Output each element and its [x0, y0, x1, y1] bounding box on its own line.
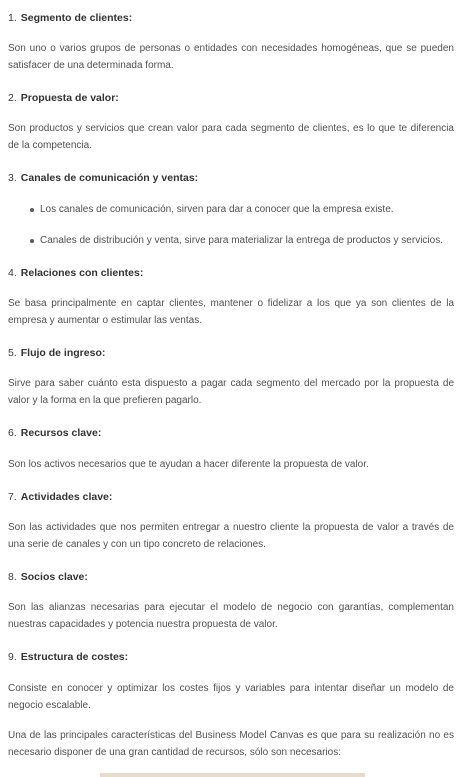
- section-title: Relaciones con clientes:: [20, 267, 144, 279]
- image-edge-divider: [100, 773, 365, 777]
- list-item: Los canales de comunicación, sirven para dar a conocer que la empresa existe.: [8, 203, 454, 217]
- section-heading: 4. Relaciones con clientes:: [8, 267, 144, 279]
- section-heading: 2. Propuesta de valor:: [8, 92, 119, 104]
- section-text: Sirve para saber cuánto esta dispuesto a pagar cada segmento del mercado por la propuesta de valor y la forma en la que prefieren pagarlo.: [8, 378, 454, 406]
- section-text: Son productos y servicios que crean valor para cada segmento de clientes, es lo que te diferencia de la competencia.: [8, 123, 454, 151]
- section-title: Propuesta de valor:: [20, 92, 119, 104]
- section-title: Canales de comunicación y ventas:: [20, 172, 199, 184]
- list-item: Canales de distribución y venta, sirve para materializar la entrega de productos y servicios.: [8, 234, 454, 248]
- section-title: Recursos clave:: [20, 427, 102, 439]
- section-text: Se basa principalmente en captar clientes, mantener o fidelizar a los que ya son clientes de la empresa y aumentar o estimular las ventas.: [8, 298, 454, 326]
- section-title: Socios clave:: [20, 571, 88, 583]
- section-title: Flujo de ingreso:: [20, 347, 106, 359]
- section-heading: 8. Socios clave:: [8, 571, 88, 583]
- section-heading: 9. Estructura de costes:: [8, 651, 129, 663]
- section-text: Son los activos necesarios que te ayudan a hacer diferente la propuesta de valor.: [8, 459, 369, 470]
- closing-paragraph: Una de las principales características del Business Model Canvas es que para su realización no es necesario disponer de una gran cantidad de recursos, sólo son necesarios:: [8, 730, 454, 758]
- bullet-icon: [30, 208, 34, 212]
- section-heading: 3. Canales de comunicación y ventas:: [8, 172, 199, 184]
- bullet-icon: [30, 239, 34, 243]
- section-heading: 5. Flujo de ingreso:: [8, 347, 106, 359]
- section-heading: 7. Actividades clave:: [8, 491, 113, 503]
- section-title: Segmento de clientes:: [20, 12, 133, 24]
- bullet-list: [8, 234, 454, 248]
- section-text: Son las alianzas necesarias para ejecutar el modelo de negocio con garantías, complementan nuestras capacidades y potencia nuestra propuesta de valor.: [8, 602, 454, 630]
- bullet-list: [8, 203, 454, 217]
- section-title: Estructura de costes:: [20, 651, 129, 663]
- section-text: Consiste en conocer y optimizar los costes fijos y variables para intentar diseñar un modelo de negocio escalable.: [8, 683, 454, 711]
- section-text: Son uno o varios grupos de personas o entidades con necesidades homogéneas, que se pueden satisfacer de una determinada forma.: [8, 43, 454, 71]
- section-heading: 6. Recursos clave:: [8, 427, 102, 439]
- section-heading: 1. Segmento de clientes:: [8, 12, 133, 24]
- section-text: Son las actividades que nos permiten entregar a nuestro cliente la propuesta de valor a través de una serie de canales y con un tipo concreto de relaciones.: [8, 522, 454, 550]
- section-title: Actividades clave:: [20, 491, 113, 503]
